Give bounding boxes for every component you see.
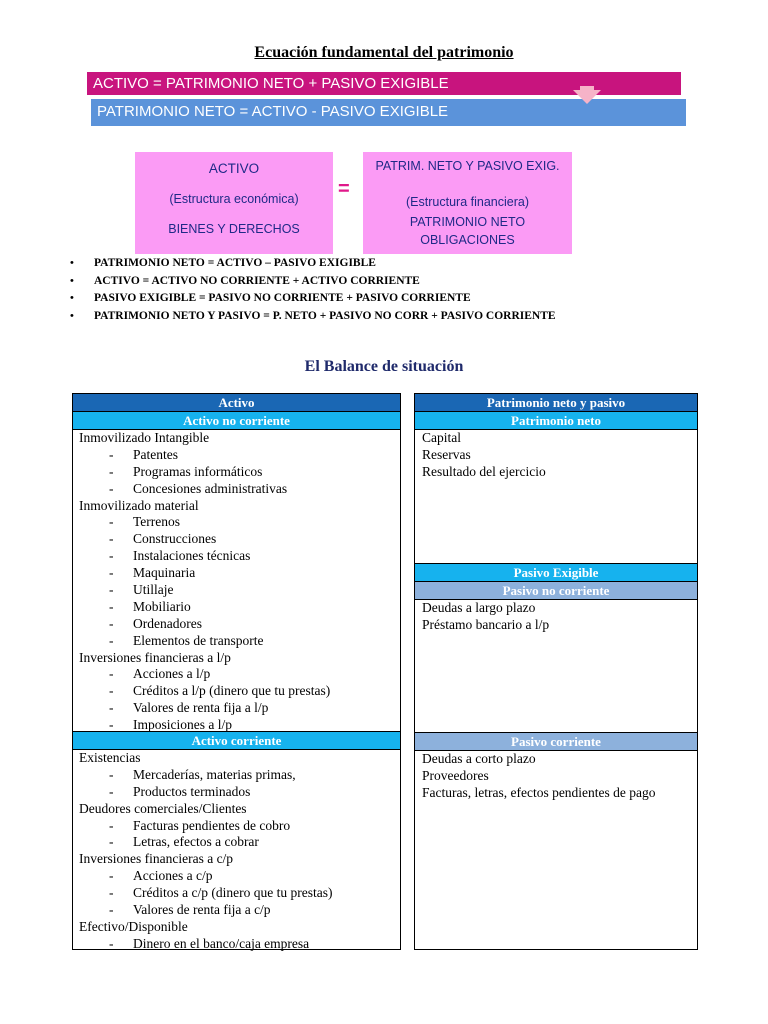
dash-bullet-icon: - xyxy=(109,480,114,496)
balance-title: El Balance de situación xyxy=(304,358,464,375)
table-line-item xyxy=(79,514,400,531)
table-line-text: Utillaje xyxy=(133,582,174,598)
pasivo-no-corriente-header: Pasivo no corriente xyxy=(415,582,697,600)
table-line-text: Productos terminados xyxy=(133,783,251,799)
dash-bullet-icon: - xyxy=(109,632,114,648)
dash-bullet-icon: - xyxy=(109,615,114,631)
table-line-text: Mercaderías, materias primas, xyxy=(133,766,296,782)
table-line-text: Programas informáticos xyxy=(133,463,263,479)
table-line-item: Resultado del ejercicio xyxy=(422,463,546,479)
activo-no-corriente-list xyxy=(73,430,400,732)
patrimonio-neto-header: Patrimonio neto xyxy=(415,412,697,430)
activo-box xyxy=(135,152,333,254)
table-line-item xyxy=(79,531,400,548)
table-line-item xyxy=(79,700,400,717)
dash-bullet-icon: - xyxy=(109,717,114,733)
table-line-text: Créditos a l/p (dinero que tu prestas) xyxy=(133,683,331,699)
activo-no-corriente-header: Activo no corriente xyxy=(73,412,400,430)
dash-bullet-icon: - xyxy=(109,666,114,682)
dash-bullet-icon: - xyxy=(109,548,114,564)
formula-item: • ACTIVO = ACTIVO NO CORRIENTE + ACTIVO CORRIENTE xyxy=(70,273,556,291)
table-line-item: Inversiones financieras a l/p xyxy=(79,649,231,665)
pasivo-corriente-header: Pasivo corriente xyxy=(415,733,697,751)
table-line-text: Acciones a c/p xyxy=(133,868,213,884)
formula-item: • PATRIMONIO NETO = ACTIVO – PASIVO EXIGIBLE xyxy=(70,255,556,273)
table-line-text: Elementos de transporte xyxy=(133,632,264,648)
table-line-text: Dinero en el banco/caja empresa xyxy=(133,935,310,951)
table-line-item xyxy=(79,868,400,885)
dash-bullet-icon: - xyxy=(109,935,114,951)
table-line-text: Ordenadores xyxy=(133,615,202,631)
dash-bullet-icon: - xyxy=(109,834,114,850)
table-line-item xyxy=(79,633,400,650)
table-line-item xyxy=(79,599,400,616)
patrimonio-neto-list xyxy=(415,430,697,564)
table-line-text: Terrenos xyxy=(133,514,181,530)
table-line-item: Inversiones financieras a c/p xyxy=(79,851,234,867)
patrimonio-pasivo-table xyxy=(414,393,698,950)
patrimonio-box-detail-1: PATRIMONIO NETO xyxy=(409,215,526,229)
activo-box-title: ACTIVO xyxy=(208,161,260,176)
dash-bullet-icon: - xyxy=(109,783,114,799)
patrimonio-box-subtitle: (Estructura financiera) xyxy=(406,195,529,209)
table-line-text: Facturas pendientes de cobro xyxy=(133,817,291,833)
activo-box-subtitle: (Estructura económica) xyxy=(169,192,299,206)
table-line-item xyxy=(79,784,400,801)
table-line-item xyxy=(79,683,400,700)
table-line-item xyxy=(79,818,400,835)
table-line-item xyxy=(79,767,400,784)
dash-bullet-icon: - xyxy=(109,565,114,581)
dash-bullet-icon: - xyxy=(109,598,114,614)
table-line-item xyxy=(79,582,400,599)
dash-bullet-icon: - xyxy=(109,582,114,598)
table-line-text: Acciones a l/p xyxy=(133,666,211,682)
table-line-item: Deudores comerciales/Clientes xyxy=(79,800,247,816)
dash-bullet-icon: - xyxy=(109,766,114,782)
equation-bar-patrimonio: PATRIMONIO NETO = ACTIVO - PASIVO EXIGIBLE xyxy=(91,99,686,126)
table-line-item xyxy=(79,548,400,565)
table-line-item xyxy=(79,834,400,851)
formula-list xyxy=(70,255,556,325)
patrimonio-box-detail-2: OBLIGACIONES xyxy=(420,233,515,247)
activo-corriente-header: Activo corriente xyxy=(73,732,400,750)
activo-table xyxy=(72,393,401,950)
table-line-item: Proveedores xyxy=(422,767,489,783)
dash-bullet-icon: - xyxy=(109,446,114,462)
pasivo-no-corriente-list xyxy=(415,600,697,733)
activo-corriente-list xyxy=(73,750,400,953)
dash-bullet-icon: - xyxy=(109,463,114,479)
table-line-text: Imposiciones a l/p xyxy=(133,717,232,733)
activo-header: Activo xyxy=(73,394,400,412)
equals-sign: = xyxy=(338,178,350,200)
table-line-text: Valores de renta fija a c/p xyxy=(133,902,271,918)
patrimonio-box-title: PATRIM. NETO Y PASIVO EXIG. xyxy=(375,159,560,173)
formula-item: • PATRIMONIO NETO Y PASIVO = P. NETO + PASIVO NO CORR + PASIVO CORRIENTE xyxy=(70,308,556,326)
dash-bullet-icon: - xyxy=(109,700,114,716)
table-line-item: Capital xyxy=(422,430,461,445)
table-line-text: Patentes xyxy=(133,446,178,462)
dash-bullet-icon: - xyxy=(109,817,114,833)
pasivo-exigible-header: Pasivo Exigible xyxy=(415,564,697,582)
table-line-item xyxy=(79,481,400,498)
activo-box-detail: BIENES Y DERECHOS xyxy=(168,222,300,236)
table-line-text: Instalaciones técnicas xyxy=(133,548,251,564)
dash-bullet-icon: - xyxy=(109,683,114,699)
table-line-item: Existencias xyxy=(79,750,141,765)
down-arrow-icon xyxy=(573,90,601,104)
patrimonio-pasivo-header: Patrimonio neto y pasivo xyxy=(415,394,697,412)
table-line-item xyxy=(79,936,400,953)
table-line-item: Facturas, letras, efectos pendientes de pago xyxy=(422,784,656,800)
pasivo-corriente-list xyxy=(415,751,697,802)
table-line-item xyxy=(79,464,400,481)
dash-bullet-icon: - xyxy=(109,514,114,530)
formula-item: • PASIVO EXIGIBLE = PASIVO NO CORRIENTE + PASIVO CORRIENTE xyxy=(70,290,556,308)
table-line-item: Efectivo/Disponible xyxy=(79,918,188,934)
table-line-item xyxy=(79,885,400,902)
table-line-text: Mobiliario xyxy=(133,598,191,614)
table-line-item: Deudas a largo plazo xyxy=(422,600,536,615)
dash-bullet-icon: - xyxy=(109,902,114,918)
table-line-text: Concesiones administrativas xyxy=(133,480,288,496)
table-line-item: Deudas a corto plazo xyxy=(422,751,536,766)
table-line-item xyxy=(79,666,400,683)
table-line-item xyxy=(79,616,400,633)
page-title: Ecuación fundamental del patrimonio xyxy=(254,44,514,61)
table-line-text: Valores de renta fija a l/p xyxy=(133,700,269,716)
dash-bullet-icon: - xyxy=(109,531,114,547)
table-line-item xyxy=(79,447,400,464)
table-line-item: Reservas xyxy=(422,446,471,462)
table-line-item: Préstamo bancario a l/p xyxy=(422,616,550,632)
table-line-item: Inmovilizado Intangible xyxy=(79,430,210,445)
table-line-text: Letras, efectos a cobrar xyxy=(133,834,259,850)
table-line-item: Inmovilizado material xyxy=(79,497,199,513)
equation-bar-activo: ACTIVO = PATRIMONIO NETO + PASIVO EXIGIBLE xyxy=(87,72,681,95)
table-line-text: Construcciones xyxy=(133,531,217,547)
table-line-text: Maquinaria xyxy=(133,565,196,581)
table-line-item xyxy=(79,565,400,582)
dash-bullet-icon: - xyxy=(109,868,114,884)
dash-bullet-icon: - xyxy=(109,885,114,901)
table-line-item xyxy=(79,902,400,919)
patrimonio-box xyxy=(363,152,572,254)
table-line-text: Créditos a c/p (dinero que tu prestas) xyxy=(133,885,333,901)
